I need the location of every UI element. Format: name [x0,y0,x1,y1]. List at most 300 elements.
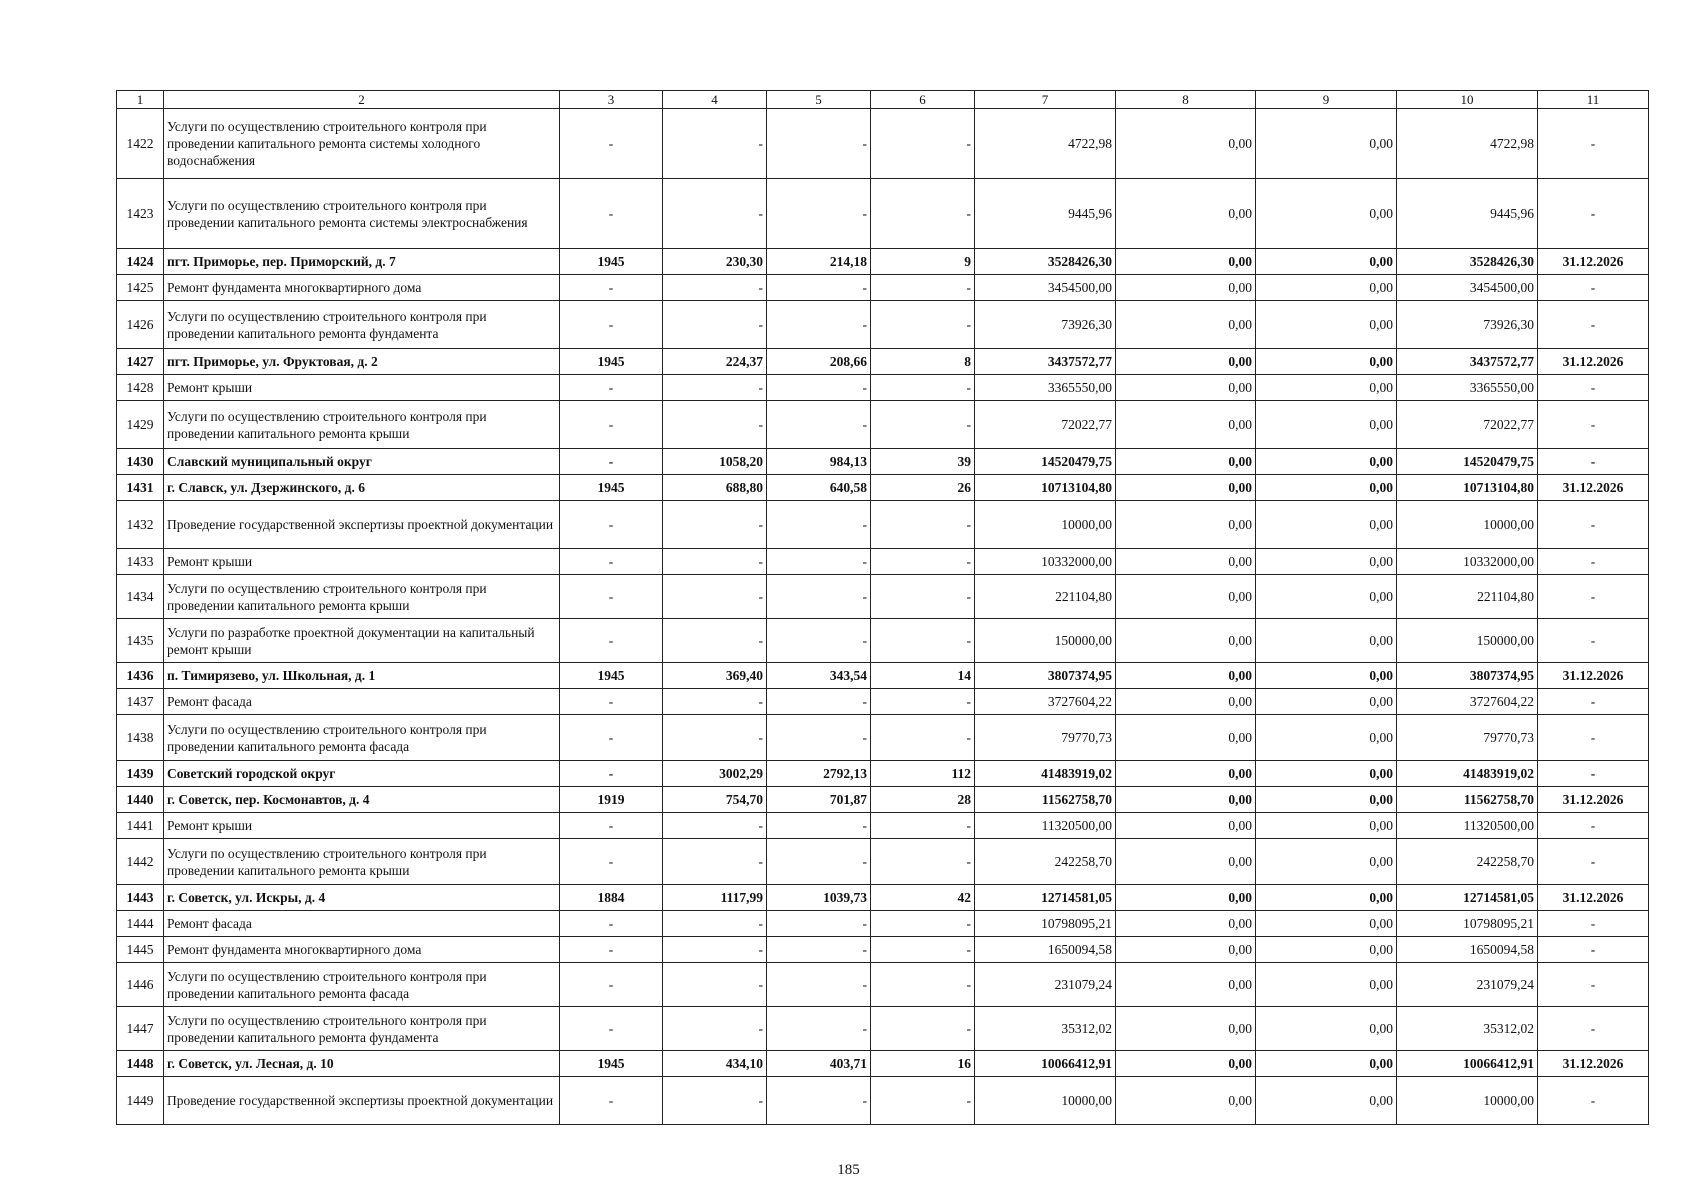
col5-cell: - [767,715,871,761]
col10-cell: 11320500,00 [1397,813,1538,839]
table-row [117,1051,1649,1077]
col10-cell: 3454500,00 [1397,275,1538,301]
year-cell: - [560,549,663,575]
date-cell: 31.12.2026 [1538,1051,1649,1077]
description-cell: г. Советск, ул. Лесная, д. 10 [164,1051,560,1077]
description-cell: Славский муниципальный округ [164,449,560,475]
year-cell: 1945 [560,349,663,375]
date-cell: - [1538,275,1649,301]
col7-cell: 3437572,77 [975,349,1116,375]
col6-cell: - [871,375,975,401]
table-row [117,401,1649,449]
col7-cell: 73926,30 [975,301,1116,349]
column-header-11: 11 [1538,91,1649,109]
col8-cell: 0,00 [1116,689,1256,715]
col8-cell: 0,00 [1116,663,1256,689]
col7-cell: 12714581,05 [975,885,1116,911]
date-cell: - [1538,301,1649,349]
col9-cell: 0,00 [1256,1051,1397,1077]
table-row [117,179,1649,249]
col4-cell: 1117,99 [663,885,767,911]
row-number-cell: 1422 [117,109,164,179]
col8-cell: 0,00 [1116,401,1256,449]
col6-cell: - [871,715,975,761]
col4-cell: 434,10 [663,1051,767,1077]
col8-cell: 0,00 [1116,275,1256,301]
col7-cell: 14520479,75 [975,449,1116,475]
col4-cell: - [663,715,767,761]
col6-cell: - [871,501,975,549]
col4-cell: - [663,375,767,401]
date-cell: 31.12.2026 [1538,349,1649,375]
year-cell: - [560,1007,663,1051]
table-row [117,249,1649,275]
year-cell: - [560,761,663,787]
col7-cell: 1650094,58 [975,937,1116,963]
col5-cell: - [767,1007,871,1051]
date-cell: - [1538,109,1649,179]
col10-cell: 12714581,05 [1397,885,1538,911]
col8-cell: 0,00 [1116,179,1256,249]
row-number-cell: 1434 [117,575,164,619]
row-number-cell: 1442 [117,839,164,885]
column-header-1: 1 [117,91,164,109]
year-cell: - [560,301,663,349]
col7-cell: 3365550,00 [975,375,1116,401]
col7-cell: 242258,70 [975,839,1116,885]
column-number-header-row [117,91,1649,109]
year-cell: - [560,1077,663,1125]
year-cell: - [560,963,663,1007]
col7-cell: 10000,00 [975,1077,1116,1125]
col5-cell: - [767,301,871,349]
col9-cell: 0,00 [1256,1077,1397,1125]
col8-cell: 0,00 [1116,787,1256,813]
col9-cell: 0,00 [1256,663,1397,689]
column-header-4: 4 [663,91,767,109]
table-row [117,813,1649,839]
year-cell: - [560,401,663,449]
col10-cell: 242258,70 [1397,839,1538,885]
col5-cell: - [767,179,871,249]
year-cell: 1945 [560,663,663,689]
date-cell: - [1538,501,1649,549]
year-cell: - [560,689,663,715]
col6-cell: 9 [871,249,975,275]
col4-cell: - [663,1077,767,1125]
description-cell: Проведение государственной экспертизы проектной документации [164,501,560,549]
col6-cell: 14 [871,663,975,689]
year-cell: - [560,813,663,839]
col7-cell: 10066412,91 [975,1051,1116,1077]
col7-cell: 11320500,00 [975,813,1116,839]
table-row [117,501,1649,549]
column-header-3: 3 [560,91,663,109]
year-cell: - [560,501,663,549]
date-cell: - [1538,911,1649,937]
row-number-cell: 1425 [117,275,164,301]
column-header-2: 2 [164,91,560,109]
col5-cell: - [767,549,871,575]
row-number-cell: 1428 [117,375,164,401]
col9-cell: 0,00 [1256,449,1397,475]
col6-cell: - [871,1007,975,1051]
description-cell: Услуги по осуществлению строительного контроля при проведении капитального ремонта крыши [164,575,560,619]
col7-cell: 72022,77 [975,401,1116,449]
col5-cell: 1039,73 [767,885,871,911]
col6-cell: - [871,1077,975,1125]
col10-cell: 3807374,95 [1397,663,1538,689]
col8-cell: 0,00 [1116,501,1256,549]
table-row [117,1007,1649,1051]
col10-cell: 10798095,21 [1397,911,1538,937]
col9-cell: 0,00 [1256,301,1397,349]
col4-cell: - [663,963,767,1007]
col6-cell: 42 [871,885,975,911]
column-header-9: 9 [1256,91,1397,109]
col6-cell: 8 [871,349,975,375]
table-row [117,689,1649,715]
row-number-cell: 1446 [117,963,164,1007]
col10-cell: 10332000,00 [1397,549,1538,575]
description-cell: Услуги по осуществлению строительного контроля при проведении капитального ремонта фундамента [164,1007,560,1051]
description-cell: Услуги по осуществлению строительного контроля при проведении капитального ремонта фасада [164,963,560,1007]
row-number-cell: 1433 [117,549,164,575]
col10-cell: 1650094,58 [1397,937,1538,963]
year-cell: 1945 [560,475,663,501]
col7-cell: 79770,73 [975,715,1116,761]
date-cell: - [1538,619,1649,663]
col5-cell: - [767,109,871,179]
col10-cell: 3528426,30 [1397,249,1538,275]
col10-cell: 73926,30 [1397,301,1538,349]
description-cell: Услуги по осуществлению строительного контроля при проведении капитального ремонта фасада [164,715,560,761]
year-cell: - [560,619,663,663]
table-row [117,715,1649,761]
description-cell: Услуги по осуществлению строительного контроля при проведении капитального ремонта крыши [164,839,560,885]
description-cell: Ремонт фундамента многоквартирного дома [164,937,560,963]
col6-cell: - [871,401,975,449]
col9-cell: 0,00 [1256,839,1397,885]
col5-cell: - [767,619,871,663]
col9-cell: 0,00 [1256,689,1397,715]
col5-cell: 343,54 [767,663,871,689]
col8-cell: 0,00 [1116,937,1256,963]
description-cell: Ремонт фасада [164,911,560,937]
col6-cell: - [871,179,975,249]
year-cell: 1945 [560,249,663,275]
col7-cell: 3528426,30 [975,249,1116,275]
col10-cell: 35312,02 [1397,1007,1538,1051]
col4-cell: 3002,29 [663,761,767,787]
col10-cell: 3727604,22 [1397,689,1538,715]
col7-cell: 3454500,00 [975,275,1116,301]
col8-cell: 0,00 [1116,349,1256,375]
row-number-cell: 1445 [117,937,164,963]
col7-cell: 10332000,00 [975,549,1116,575]
date-cell: - [1538,813,1649,839]
col8-cell: 0,00 [1116,619,1256,663]
col9-cell: 0,00 [1256,937,1397,963]
col8-cell: 0,00 [1116,911,1256,937]
col6-cell: - [871,301,975,349]
col9-cell: 0,00 [1256,249,1397,275]
year-cell: 1945 [560,1051,663,1077]
table-row [117,937,1649,963]
col7-cell: 41483919,02 [975,761,1116,787]
col5-cell: 208,66 [767,349,871,375]
col6-cell: - [871,275,975,301]
year-cell: - [560,109,663,179]
description-cell: Ремонт крыши [164,549,560,575]
col7-cell: 3727604,22 [975,689,1116,715]
date-cell: 31.12.2026 [1538,663,1649,689]
col6-cell: - [871,813,975,839]
col8-cell: 0,00 [1116,375,1256,401]
col5-cell: 984,13 [767,449,871,475]
date-cell: - [1538,937,1649,963]
row-number-cell: 1441 [117,813,164,839]
col7-cell: 9445,96 [975,179,1116,249]
col7-cell: 3807374,95 [975,663,1116,689]
row-number-cell: 1444 [117,911,164,937]
col8-cell: 0,00 [1116,761,1256,787]
col7-cell: 231079,24 [975,963,1116,1007]
col4-cell: - [663,619,767,663]
col6-cell: 39 [871,449,975,475]
column-header-7: 7 [975,91,1116,109]
col6-cell: 28 [871,787,975,813]
table-row [117,349,1649,375]
table-row [117,301,1649,349]
col7-cell: 35312,02 [975,1007,1116,1051]
table-row [117,839,1649,885]
table-row [117,575,1649,619]
col4-cell: 230,30 [663,249,767,275]
col4-cell: - [663,911,767,937]
description-cell: г. Советск, ул. Искры, д. 4 [164,885,560,911]
col10-cell: 10713104,80 [1397,475,1538,501]
row-number-cell: 1436 [117,663,164,689]
col7-cell: 221104,80 [975,575,1116,619]
col10-cell: 72022,77 [1397,401,1538,449]
col4-cell: 369,40 [663,663,767,689]
date-cell: 31.12.2026 [1538,249,1649,275]
col5-cell: - [767,375,871,401]
col5-cell: - [767,689,871,715]
col10-cell: 79770,73 [1397,715,1538,761]
date-cell: - [1538,1077,1649,1125]
col5-cell: - [767,813,871,839]
description-cell: Услуги по осуществлению строительного контроля при проведении капитального ремонта системы холодного водоснабжения [164,109,560,179]
date-cell: - [1538,689,1649,715]
col4-cell: - [663,839,767,885]
table-row [117,963,1649,1007]
description-cell: Услуги по осуществлению строительного контроля при проведении капитального ремонта крыши [164,401,560,449]
col8-cell: 0,00 [1116,813,1256,839]
col6-cell: 16 [871,1051,975,1077]
column-header-5: 5 [767,91,871,109]
col8-cell: 0,00 [1116,963,1256,1007]
date-cell: 31.12.2026 [1538,475,1649,501]
col10-cell: 10066412,91 [1397,1051,1538,1077]
row-number-cell: 1437 [117,689,164,715]
table-row [117,619,1649,663]
table-row [117,787,1649,813]
col5-cell: - [767,937,871,963]
table-row [117,375,1649,401]
column-header-6: 6 [871,91,975,109]
col10-cell: 10000,00 [1397,501,1538,549]
col4-cell: - [663,575,767,619]
col7-cell: 10000,00 [975,501,1116,549]
year-cell: - [560,275,663,301]
col7-cell: 10713104,80 [975,475,1116,501]
row-number-cell: 1440 [117,787,164,813]
row-number-cell: 1426 [117,301,164,349]
table-row [117,761,1649,787]
col9-cell: 0,00 [1256,813,1397,839]
col6-cell: - [871,963,975,1007]
col5-cell: - [767,911,871,937]
col6-cell: - [871,109,975,179]
capital-repair-table [116,90,1649,1125]
col9-cell: 0,00 [1256,715,1397,761]
table-row [117,911,1649,937]
date-cell: - [1538,839,1649,885]
col8-cell: 0,00 [1116,1051,1256,1077]
col6-cell: - [871,689,975,715]
date-cell: - [1538,761,1649,787]
col9-cell: 0,00 [1256,761,1397,787]
year-cell: - [560,179,663,249]
table-row [117,449,1649,475]
col5-cell: - [767,1077,871,1125]
col9-cell: 0,00 [1256,963,1397,1007]
col8-cell: 0,00 [1116,449,1256,475]
row-number-cell: 1423 [117,179,164,249]
page-number: 185 [837,1162,860,1178]
col6-cell: - [871,911,975,937]
col9-cell: 0,00 [1256,787,1397,813]
col7-cell: 150000,00 [975,619,1116,663]
col9-cell: 0,00 [1256,475,1397,501]
row-number-cell: 1438 [117,715,164,761]
col5-cell: 403,71 [767,1051,871,1077]
date-cell: - [1538,401,1649,449]
row-number-cell: 1443 [117,885,164,911]
description-cell: Услуги по осуществлению строительного контроля при проведении капитального ремонта фундамента [164,301,560,349]
date-cell: - [1538,179,1649,249]
col9-cell: 0,00 [1256,549,1397,575]
col10-cell: 231079,24 [1397,963,1538,1007]
date-cell: 31.12.2026 [1538,885,1649,911]
date-cell: - [1538,963,1649,1007]
col8-cell: 0,00 [1116,549,1256,575]
col6-cell: 112 [871,761,975,787]
description-cell: Ремонт крыши [164,813,560,839]
col7-cell: 4722,98 [975,109,1116,179]
col9-cell: 0,00 [1256,375,1397,401]
table-row [117,663,1649,689]
col9-cell: 0,00 [1256,401,1397,449]
column-header-10: 10 [1397,91,1538,109]
col10-cell: 9445,96 [1397,179,1538,249]
col4-cell: - [663,1007,767,1051]
col4-cell: - [663,689,767,715]
row-number-cell: 1431 [117,475,164,501]
col8-cell: 0,00 [1116,885,1256,911]
col8-cell: 0,00 [1116,475,1256,501]
col9-cell: 0,00 [1256,575,1397,619]
table-row [117,475,1649,501]
col4-cell: 1058,20 [663,449,767,475]
col4-cell: - [663,109,767,179]
col8-cell: 0,00 [1116,1007,1256,1051]
description-cell: г. Славск, ул. Дзержинского, д. 6 [164,475,560,501]
description-cell: Проведение государственной экспертизы проектной документации [164,1077,560,1125]
date-cell: - [1538,575,1649,619]
col5-cell: - [767,839,871,885]
col6-cell: - [871,575,975,619]
col9-cell: 0,00 [1256,619,1397,663]
description-cell: Услуги по осуществлению строительного контроля при проведении капитального ремонта системы электроснабжения [164,179,560,249]
description-cell: Ремонт крыши [164,375,560,401]
table-row [117,275,1649,301]
table-body [117,91,1649,1125]
table-row [117,549,1649,575]
year-cell: 1884 [560,885,663,911]
year-cell: - [560,575,663,619]
col5-cell: 701,87 [767,787,871,813]
col5-cell: - [767,501,871,549]
col6-cell: - [871,839,975,885]
year-cell: - [560,375,663,401]
date-cell: - [1538,549,1649,575]
col10-cell: 4722,98 [1397,109,1538,179]
col10-cell: 10000,00 [1397,1077,1538,1125]
col9-cell: 0,00 [1256,501,1397,549]
col10-cell: 3437572,77 [1397,349,1538,375]
row-number-cell: 1430 [117,449,164,475]
col10-cell: 150000,00 [1397,619,1538,663]
col4-cell: - [663,937,767,963]
col5-cell: - [767,575,871,619]
col6-cell: - [871,549,975,575]
col4-cell: - [663,275,767,301]
col4-cell: - [663,813,767,839]
col5-cell: 2792,13 [767,761,871,787]
row-number-cell: 1427 [117,349,164,375]
col4-cell: 754,70 [663,787,767,813]
description-cell: пгт. Приморье, пер. Приморский, д. 7 [164,249,560,275]
col8-cell: 0,00 [1116,249,1256,275]
year-cell: 1919 [560,787,663,813]
col5-cell: 214,18 [767,249,871,275]
col6-cell: 26 [871,475,975,501]
table-row [117,109,1649,179]
col4-cell: - [663,501,767,549]
col4-cell: - [663,301,767,349]
year-cell: - [560,715,663,761]
col10-cell: 41483919,02 [1397,761,1538,787]
col7-cell: 10798095,21 [975,911,1116,937]
col8-cell: 0,00 [1116,575,1256,619]
table-row [117,885,1649,911]
col8-cell: 0,00 [1116,109,1256,179]
row-number-cell: 1439 [117,761,164,787]
col9-cell: 0,00 [1256,1007,1397,1051]
